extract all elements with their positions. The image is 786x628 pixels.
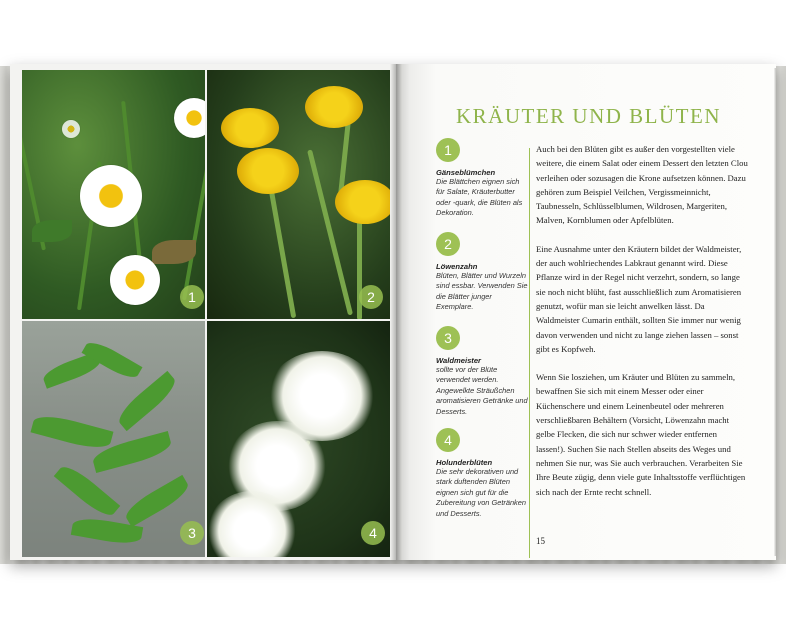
- sidebar-item-gaensebluemchen: [436, 138, 530, 219]
- woodruff-leaf: [54, 461, 120, 521]
- number-badge: 3: [436, 326, 460, 350]
- dandelion-flower: [221, 108, 279, 148]
- stem: [267, 180, 296, 319]
- book-gutter: [390, 64, 402, 560]
- page-edges: [774, 68, 776, 556]
- right-page: [396, 64, 776, 560]
- paragraph: Eine Ausnahme unter den Kräutern bildet der Waldmeister, der auch wohlriechendes Labkraut genannt wird. Diese Pflanze wird in der Regel nicht verzehrt, sondern, so lange sie noch nicht blüht, fast ausschließlich zum Aromatisieren genutzt, wofür man sie leicht anwelken lässt. Da Waldmeister Cumarin enthält, sollten Sie immer nur wenig davon verwenden und nicht zu lange ziehen lassen – sonst gibt es Kopfweh.: [536, 243, 742, 354]
- divider-line: [529, 148, 530, 558]
- dandelion-flower: [335, 180, 390, 224]
- woodruff-leaf: [31, 411, 114, 453]
- sidebar-item-description: Blüten, Blätter und Wurzeln sind essbar. Verwenden Sie die Blätter junger Exemplare.: [436, 271, 528, 312]
- sidebar-item-description: Die Blättchen eignen sich für Salate, Kräuterbutter oder -quark, die Blüten als Dekoration.: [436, 177, 523, 218]
- photo-number-3: 3: [180, 521, 204, 545]
- dandelion-flower: [305, 86, 363, 128]
- photo-woodruff: [22, 321, 205, 557]
- woodruff-leaf: [122, 475, 193, 527]
- daisy-flower: [110, 255, 160, 305]
- sidebar-item-name: Waldmeister: [436, 356, 482, 365]
- sidebar-item-name: Holunderblüten: [436, 458, 493, 467]
- body-text: [536, 142, 748, 513]
- sidebar-item-name: Gänseblümchen: [436, 168, 496, 177]
- sidebar-item-holunderblueten: [436, 428, 530, 519]
- daisy-flower: [80, 165, 142, 227]
- paragraph: Wenn Sie losziehen, um Kräuter und Blüten zu sammeln, bewaffnen Sie sich mit einem Messer oder einer Küchenschere und einem Leinenbeutel oder mehreren verschließbaren Behältern (Vorsicht, Löwenzahn macht gelbe Flecken, die sich nur schwer wieder entfernen lassen!). Suchen Sie nach Stellen abseits des Weges und nehmen Sie nur, was Sie auch verbrauchen. Verarbeiten Sie Ihre Beute zügig, denn viele gute Inhaltsstoffe verflüchtigen sich nach der Ernte recht schnell.: [536, 372, 746, 497]
- number-badge: 2: [436, 232, 460, 256]
- photo-dandelions: [207, 70, 390, 319]
- woodruff-leaf: [114, 371, 180, 431]
- photo-number-2: 2: [359, 285, 383, 309]
- photo-daisies: [22, 70, 205, 319]
- dandelion-flower: [237, 148, 299, 194]
- paragraph: Auch bei den Blüten gibt es außer den vorgestellten viele weitere, die einem Salat oder einem Dessert den letzten Clou verleihen oder sozusagen die Krone aufsetzen können. Dazu gehören zum Beispiel Veilchen, Vergissmeinnicht, Taubnesseln, Schlüsselblumen, Wildrosen, Margeriten, Malven, Kornblumen oder Apfelblüten.: [536, 144, 748, 226]
- dry-leaf: [152, 240, 196, 264]
- sidebar-item-description: sollte vor der Blüte verwendet werden. Angewelkte Sträußchen aromatisieren Getränke und Desserts.: [436, 365, 528, 416]
- sidebar-item-name: Löwenzahn: [436, 262, 478, 271]
- page-title: KRÄUTER UND BLÜTEN: [456, 104, 721, 128]
- stem: [307, 149, 353, 315]
- page-number: 15: [536, 536, 545, 546]
- sidebar-item-description: Die sehr dekorativen und stark duftenden Blüten eignen sich gut für die Zubereitung von Getränken und Desserts.: [436, 467, 526, 518]
- sidebar-item-waldmeister: [436, 326, 530, 417]
- photo-number-4: 4: [361, 521, 385, 545]
- daisy-flower: [62, 120, 80, 138]
- number-badge: 4: [436, 428, 460, 452]
- daisy-flower: [174, 98, 205, 138]
- photo-number-1: 1: [180, 285, 204, 309]
- left-page: [10, 64, 396, 560]
- photo-elderflower: [207, 321, 390, 557]
- sidebar-item-loewenzahn: [436, 232, 530, 313]
- number-badge: 1: [436, 138, 460, 162]
- leaf: [32, 220, 72, 242]
- grass-blade: [182, 142, 205, 300]
- open-book: [10, 64, 776, 560]
